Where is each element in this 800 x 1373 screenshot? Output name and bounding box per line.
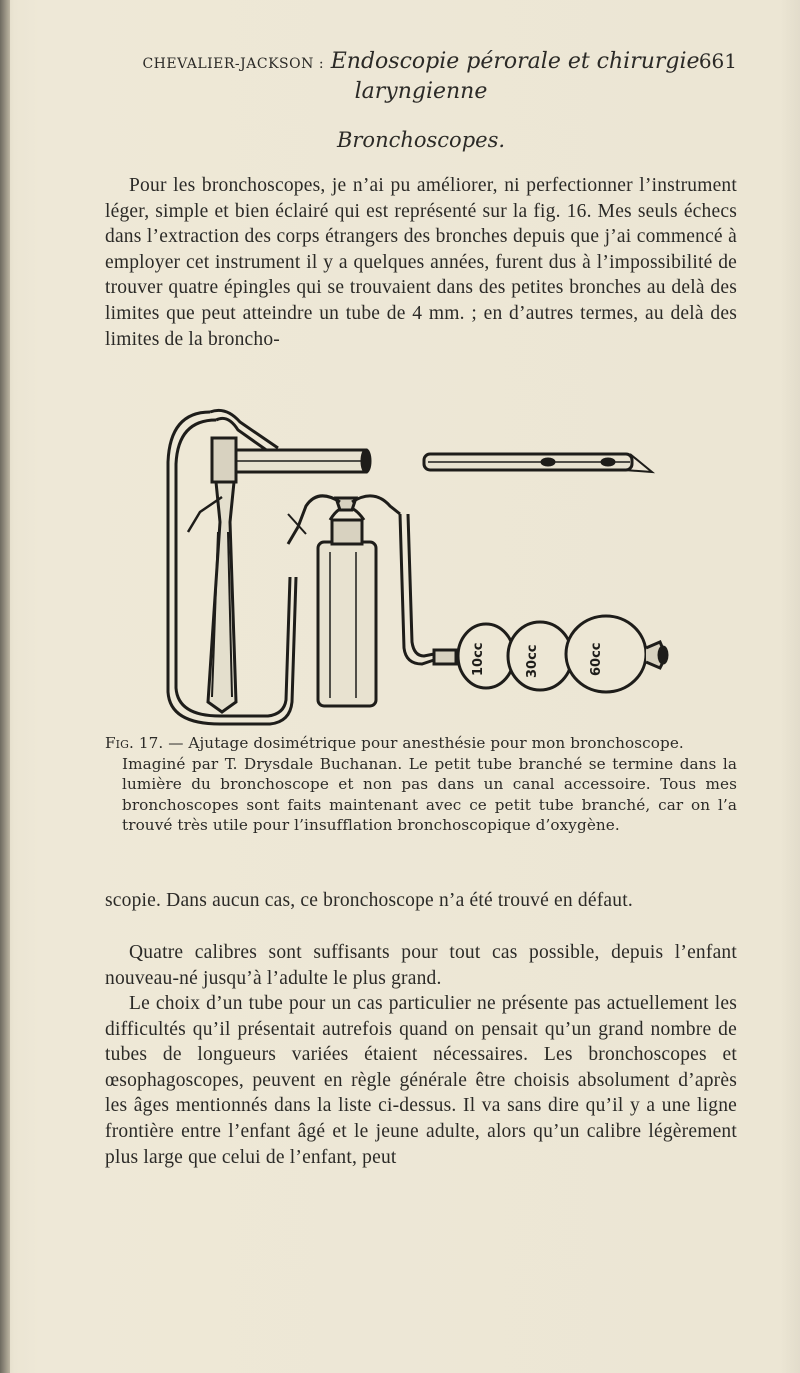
paragraph-4: Le choix d’un tube pour un cas particulier ne présente pas actuellement les difficultés qu’il présentait autrefois quand on pensait qu’un grand nombre de tubes de longueurs variées étaient nécessaires. Les bronchoscopes et œsophagoscopes, peuvent en règle générale être choisis absolument d’après les âges mentionnés dans la liste ci-dessus. Il va sans dire qu’il y a une ligne frontière entre l’enfant âgé et le jeune adulte, alors qu’un calibre légèrement plus large que celui de l’enfant, peut bbox=[105, 993, 737, 1168]
caption-label: Fig. 17. bbox=[105, 734, 164, 752]
paragraph-3: Quatre calibres sont suffisants pour tout cas possible, depuis l’enfant nouveau-né jusqu’à l’adulte le plus grand. bbox=[105, 942, 737, 989]
bulb-label-30cc: 30cc bbox=[525, 644, 540, 678]
page-number: 661 bbox=[698, 49, 737, 73]
running-header bbox=[105, 48, 737, 105]
paragraph-1: Pour les bronchoscopes, je n’ai pu améliorer, ni perfectionner l’instrument léger, simple et bien éclairé qui est représenté sur la fig. 16. Mes seuls échecs dans l’extraction des corps étrangers des bronches depuis que j’ai commencé à employer cet instrument il y a quelques années, furent dus à l’impossibilité de trouver quatre épingles qui se trouvaient dans des petites bronches au delà des limites que peut atteindre un tube de 4 mm. ; en d’autres termes, au delà des limites de la broncho- bbox=[105, 175, 737, 350]
caption-text-first: — Ajutage dosimétrique pour anesthésie pour mon bronchoscope. bbox=[168, 734, 684, 752]
section-title: Bronchoscopes. bbox=[336, 128, 506, 152]
paragraph-2: scopie. Dans aucun cas, ce bronchoscope n’a été trouvé en défaut. bbox=[105, 890, 633, 911]
header-author: CHEVALIER-JACKSON : bbox=[142, 56, 325, 72]
figure-caption bbox=[105, 733, 737, 836]
bulb-label-10cc: 10cc bbox=[471, 642, 486, 676]
bronchoscope-illustration bbox=[160, 402, 680, 732]
caption-text-rest: Imaginé par T. Drysdale Buchanan. Le petit tube branché se termine dans la lumière du bronchoscope et non pas dans un canal accessoire. Tous mes bronchoscopes sont faits maintenant avec ce petit tube branché, car on l’a trouvé très utile pour l’insufflation bronchoscopique d’oxygène. bbox=[122, 754, 737, 835]
page-spine-shadow bbox=[0, 0, 10, 1373]
header-title-line2: laryngienne bbox=[354, 79, 488, 104]
header-title: Endoscopie pérorale et chirurgie bbox=[330, 49, 700, 74]
bulb-label-60cc: 60cc bbox=[589, 642, 604, 676]
